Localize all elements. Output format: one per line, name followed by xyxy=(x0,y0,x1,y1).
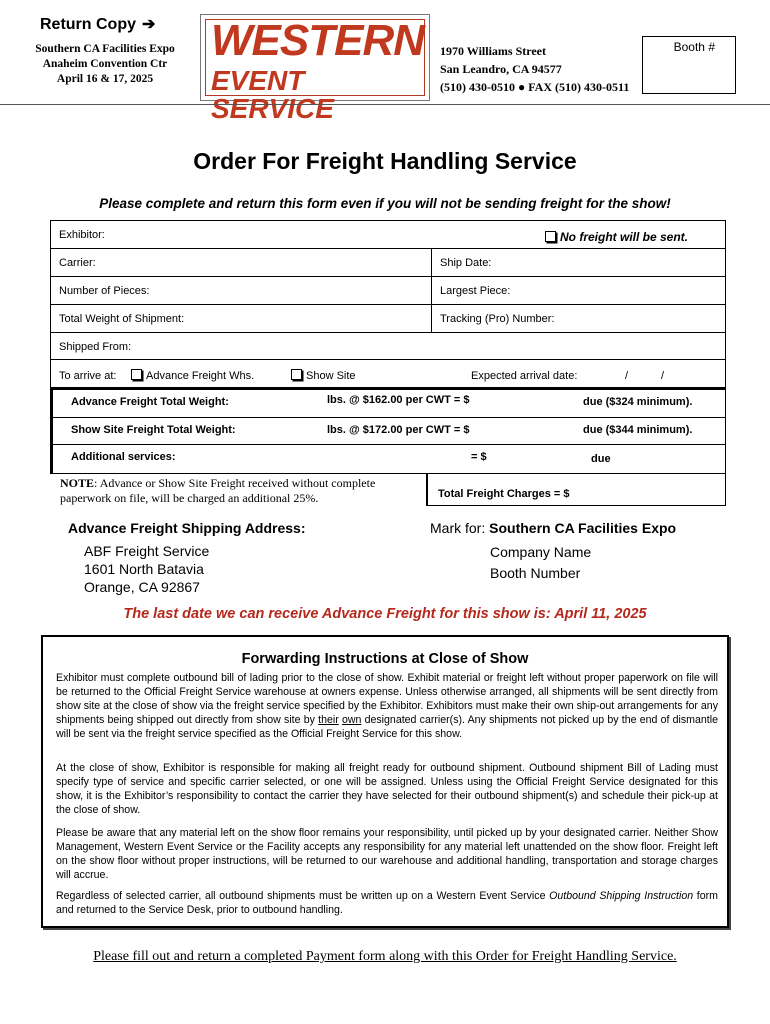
address-line-2: 1601 North Batavia xyxy=(84,561,204,577)
street: 1970 Williams Street xyxy=(440,44,546,58)
advance-whs-label: Advance Freight Whs. xyxy=(146,370,255,382)
return-copy-label xyxy=(40,14,155,34)
date-slash-2: / xyxy=(661,370,665,382)
address-line-1: ABF Freight Service xyxy=(84,543,210,559)
exhibitor-label: Exhibitor: xyxy=(59,229,105,241)
advance-address xyxy=(84,542,209,596)
p1-own: own xyxy=(341,714,362,726)
page-subtitle: Please complete and return this form even if you will not be sending freight for the show! xyxy=(99,196,671,211)
mark-for-heading xyxy=(430,520,676,536)
date-slash-1: / xyxy=(625,370,629,382)
mark-for-label: Mark for: xyxy=(430,520,490,536)
booth-number-field[interactable] xyxy=(642,36,736,94)
advance-whs-option[interactable] xyxy=(123,360,293,388)
forwarding-paragraph-1 xyxy=(56,671,718,741)
show-dates: April 16 & 17, 2025 xyxy=(56,73,154,85)
p4-text-a: Regardless of selected carrier, all outbound shipments must be written up on a Western Event Service xyxy=(56,890,550,902)
ship-date-field[interactable] xyxy=(431,249,725,276)
pieces-field[interactable] xyxy=(51,277,431,304)
forwarding-paragraph-4 xyxy=(56,889,718,917)
p1-text-a: Exhibitor must complete outbound bill of lading prior to the close of show. Exhibit material or freight left without proper paperwork on file will be returned to the Official Freight Service warehouse at owners expense. Unless otherwise arranged, all shipments will be sent directly from show site at the close of show via the freight service specified by the Exhibitor. Exhibitors must make their own ship-out arrangements for any shipments being shipped out directly from show site by xyxy=(56,672,718,726)
show-site-checkbox[interactable] xyxy=(291,369,302,380)
show-site-option[interactable] xyxy=(283,360,393,388)
note-text: : Advance or Show Site Freight received without complete paperwork on file, will be charged an additional 25%. xyxy=(60,476,376,505)
return-copy-text: Return Copy xyxy=(40,16,136,33)
forwarding-instructions-box xyxy=(41,635,729,928)
show-name: Southern CA Facilities Expo xyxy=(35,43,175,55)
weight-row xyxy=(51,305,725,333)
p4-text-b: form and returned to the Service Desk, prior to outbound handling. xyxy=(56,890,718,916)
largest-piece-field[interactable] xyxy=(431,277,725,304)
city: San Leandro, CA 94577 xyxy=(440,62,562,76)
no-freight-label: No freight will be sent. xyxy=(560,230,689,244)
logo-line2: EVENT SERVICE xyxy=(211,65,334,124)
company-address xyxy=(440,42,629,96)
show-venue: Anaheim Convention Ctr xyxy=(42,58,168,70)
advance-whs-checkbox[interactable] xyxy=(131,369,142,380)
arrow-right-icon: ➔ xyxy=(142,16,156,33)
forwarding-title: Forwarding Instructions at Close of Show xyxy=(241,651,529,667)
show-site-label: Show Site xyxy=(306,370,356,382)
shipped-from-label: Shipped From: xyxy=(59,341,132,353)
mark-for-lines xyxy=(490,542,591,584)
advance-due: due ($324 minimum). xyxy=(583,396,693,408)
arrival-row xyxy=(51,360,725,388)
show-info xyxy=(20,42,190,87)
freight-charges-box xyxy=(50,388,726,474)
additional-services-label: Additional services: xyxy=(71,451,176,463)
weight-field[interactable] xyxy=(51,305,431,332)
exhibitor-field[interactable] xyxy=(51,221,531,248)
forwarding-paragraph-2: At the close of show, Exhibitor is responsible for making all freight ready for outbound shipment. Outbound shipment Bill of Lading must specify type of service and specific carrier selected, or one will be assigned. Unless using the Official Freight Service designated for this show, it is the Exhibitor’s responsibility to contact the carrier they have selected for their outbound shipment(s) and schedule their pick-up at the close of show. xyxy=(56,762,718,816)
shipped-from-row xyxy=(51,333,725,360)
p1-text-b: designated carrier(s). Any shipments not picked up by the end of dismantle will be sent via the freight service specified as the Official Freight Service for this show. xyxy=(56,714,718,740)
mark-for-show: Southern CA Facilities Expo xyxy=(489,520,677,536)
address-line-3: Orange, CA 92867 xyxy=(84,579,200,595)
carrier-field[interactable] xyxy=(51,249,431,276)
additional-due: due xyxy=(591,453,611,465)
phone-fax: (510) 430-0510 ● FAX (510) 430-0511 xyxy=(440,80,630,94)
p1-their: their xyxy=(318,714,339,726)
note-bold: NOTE xyxy=(60,476,95,490)
pieces-label: Number of Pieces: xyxy=(59,285,150,297)
mark-booth: Booth Number xyxy=(490,565,581,581)
shipped-from-field[interactable] xyxy=(51,333,725,359)
weight-label: Total Weight of Shipment: xyxy=(59,313,185,325)
footer-instruction: Please fill out and return a completed Payment form along with this Order for Freight Handling Service. xyxy=(93,949,677,964)
no-freight-option[interactable] xyxy=(537,221,727,248)
advance-rate: lbs. @ $162.00 per CWT = $ xyxy=(327,394,470,406)
total-charges-field[interactable] xyxy=(426,474,726,506)
no-freight-checkbox[interactable] xyxy=(545,231,556,242)
show-site-due: due ($344 minimum). xyxy=(583,424,693,436)
advance-address-heading: Advance Freight Shipping Address: xyxy=(68,520,306,536)
tracking-label: Tracking (Pro) Number: xyxy=(440,313,555,325)
p4-italic: Outbound Shipping Instruction xyxy=(549,890,694,902)
mark-company: Company Name xyxy=(490,544,592,560)
last-advance-date: The last date we can receive Advance Freight for this show is: April 11, 2025 xyxy=(123,606,647,622)
carrier-row xyxy=(51,249,725,277)
shipment-form xyxy=(50,220,726,388)
western-event-service-logo xyxy=(200,14,430,124)
booth-label: Booth # xyxy=(673,40,715,54)
total-charges-label: Total Freight Charges = $ xyxy=(438,488,570,500)
largest-piece-label: Largest Piece: xyxy=(440,285,511,297)
additional-rate: = $ xyxy=(471,451,487,463)
ship-date-label: Ship Date: xyxy=(440,257,492,269)
pieces-row xyxy=(51,277,725,305)
exhibitor-row xyxy=(51,221,725,249)
late-paperwork-note xyxy=(60,476,405,506)
header-divider xyxy=(0,104,770,105)
to-arrive-label: To arrive at: xyxy=(59,370,117,382)
logo-line1: WESTERN xyxy=(211,16,424,65)
charges-divider-2 xyxy=(53,444,725,445)
show-site-weight-label: Show Site Freight Total Weight: xyxy=(71,424,236,436)
forwarding-paragraph-3: Please be aware that any material left on the show floor remains your responsibility, until picked up by your designated carrier. Neither Show Management, Western Event Service or the Facility accepts any responsibility for any material left unattended on the show floor. Freight left on the show floor without proper instructions, will be returned to our warehouse and additional handling, transportation and storage charges will accrue. xyxy=(56,827,718,881)
advance-weight-label: Advance Freight Total Weight: xyxy=(71,396,229,408)
charges-divider-1 xyxy=(53,417,725,418)
page-title: Order For Freight Handling Service xyxy=(193,148,577,174)
expected-arrival-label: Expected arrival date: xyxy=(471,370,578,382)
show-site-rate: lbs. @ $172.00 per CWT = $ xyxy=(327,424,470,436)
carrier-label: Carrier: xyxy=(59,257,96,269)
tracking-field[interactable] xyxy=(431,305,725,332)
